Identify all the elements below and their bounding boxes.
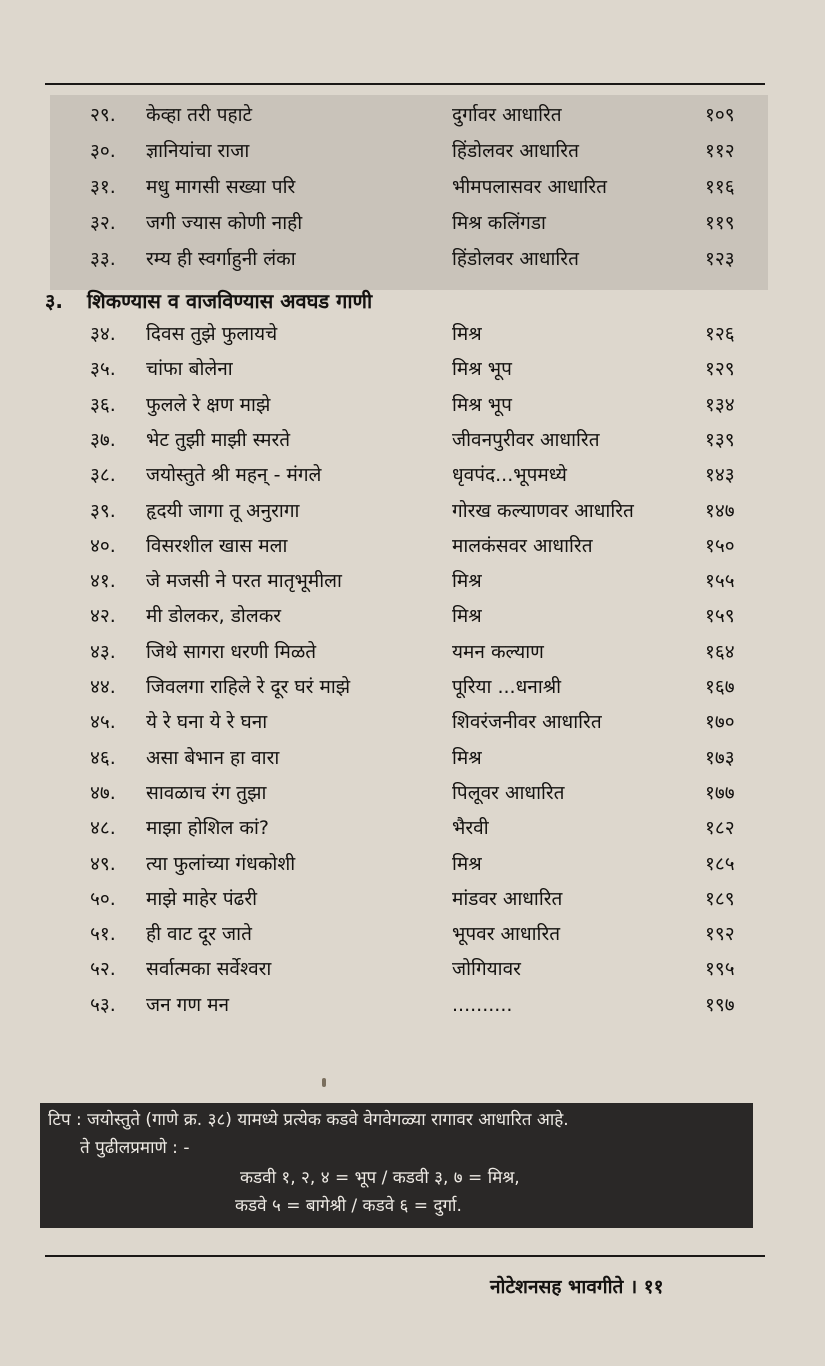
entry-number: ५३. xyxy=(90,993,116,1016)
toc-row xyxy=(0,564,825,598)
page-number: १२९ xyxy=(705,358,735,381)
song-title: जन गण मन xyxy=(146,993,230,1016)
entry-number: ५१. xyxy=(90,923,116,946)
toc-row xyxy=(0,529,825,563)
entry-number: ३९. xyxy=(90,499,116,522)
raga-name: मिश्र भूप xyxy=(452,393,512,416)
song-title: हृदयी जागा तू अनुरागा xyxy=(146,499,300,522)
raga-name: दुर्गावर आधारित xyxy=(452,104,562,126)
raga-name: भैरवी xyxy=(452,817,489,840)
raga-name: मिश्र भूप xyxy=(452,358,512,381)
raga-name: मिश्र xyxy=(452,323,482,345)
song-title: केव्हा तरी पहाटे xyxy=(146,104,253,126)
entry-number: ४५. xyxy=(90,711,116,734)
page-number: १९७ xyxy=(705,993,735,1016)
page-number: १८९ xyxy=(705,887,735,910)
page-number: ११६ xyxy=(705,176,735,198)
raga-name: मिश्र xyxy=(452,746,482,769)
entry-number: ३०. xyxy=(90,140,116,162)
song-title: मधु मागसी सख्या परि xyxy=(146,176,296,198)
entry-number: ३३. xyxy=(90,248,116,270)
song-title: जयोस्तुते श्री महन् - मंगले xyxy=(146,464,322,487)
song-title: असा बेभान हा वारा xyxy=(146,746,280,769)
note-line-4: कडवे ५ = बागेश्री / कडवे ६ = दुर्गा. xyxy=(235,1196,462,1216)
toc-row xyxy=(0,705,825,739)
page-footer: नोटेशनसह भावगीते । ११ xyxy=(490,1276,664,1298)
toc-row xyxy=(0,988,825,1022)
entry-number: ५०. xyxy=(90,887,116,910)
song-title: ही वाट दूर जाते xyxy=(146,923,252,946)
toc-row xyxy=(0,98,825,132)
page-number: १४७ xyxy=(705,499,735,522)
page-number: १४३ xyxy=(705,464,735,487)
song-title: माझे माहेर पंढरी xyxy=(146,887,258,910)
toc-row xyxy=(0,741,825,775)
toc-row xyxy=(0,811,825,845)
raga-name: मिश्र xyxy=(452,570,482,593)
note-line-1: टिप : जयोस्तुते (गाणे क्र. ३८) यामध्ये प्रत्येक कडवे वेगवेगळ्या रागावर आधारित आहे. xyxy=(48,1110,569,1130)
entry-number: ४७. xyxy=(90,781,116,804)
toc-row xyxy=(0,206,825,240)
page-number: १३४ xyxy=(705,393,735,416)
song-title: चांफा बोलेना xyxy=(146,358,233,381)
song-title: दिवस तुझे फुलायचे xyxy=(146,323,278,345)
entry-number: ५२. xyxy=(90,958,116,981)
section-title: शिकण्यास व वाजविण्यास अवघड गाणी xyxy=(87,289,373,313)
raga-name: हिंडोलवर आधारित xyxy=(452,140,579,162)
toc-row xyxy=(0,670,825,704)
page-number: १७७ xyxy=(705,781,735,804)
entry-number: ४९. xyxy=(90,852,116,875)
song-title: माझा होशिल कां? xyxy=(146,817,269,840)
entry-number: ३६. xyxy=(90,393,116,416)
raga-name: जोगियावर xyxy=(452,958,521,981)
toc-row xyxy=(0,635,825,669)
entry-number: ३४. xyxy=(90,323,116,345)
note-box xyxy=(40,1103,753,1228)
raga-name: मालकंसवर आधारित xyxy=(452,534,593,557)
page-number: १६४ xyxy=(705,640,735,663)
song-title: जे मजसी ने परत मातृभूमीला xyxy=(146,570,342,593)
toc-row xyxy=(0,776,825,810)
toc-row xyxy=(0,170,825,204)
entry-number: ३८. xyxy=(90,464,116,487)
page-number: ११२ xyxy=(705,140,735,162)
toc-row xyxy=(0,352,825,386)
toc-row xyxy=(0,423,825,457)
toc-row xyxy=(0,952,825,986)
entry-number: ४३. xyxy=(90,640,116,663)
page-number: ११९ xyxy=(705,212,735,234)
toc-row xyxy=(0,599,825,633)
song-title: ये रे घना ये रे घना xyxy=(146,711,268,734)
page-number: १९५ xyxy=(705,958,735,981)
entry-number: ३५. xyxy=(90,358,116,381)
toc-row xyxy=(0,494,825,528)
entry-number: २९. xyxy=(90,104,116,126)
page-number: १७० xyxy=(705,711,735,734)
entry-number: ४४. xyxy=(90,676,116,698)
entry-number: ३७. xyxy=(90,428,116,451)
toc-row xyxy=(0,847,825,881)
song-title: जिवलगा राहिले रे दूर घरं माझे xyxy=(146,676,351,698)
raga-name: गोरख कल्याणवर आधारित xyxy=(452,499,634,522)
page-number: १३९ xyxy=(705,428,735,451)
song-title: मी डोलकर, डोलकर xyxy=(146,605,282,628)
section-number: ३. xyxy=(45,289,63,313)
toc-row xyxy=(0,388,825,422)
song-title: फुलले रे क्षण माझे xyxy=(146,393,271,416)
page-number: १८५ xyxy=(705,852,735,875)
page-number: १८२ xyxy=(705,817,735,840)
raga-name: मिश्र xyxy=(452,852,482,875)
entry-number: ४०. xyxy=(90,534,116,557)
raga-name: धृवपंद...भूपमध्ये xyxy=(452,464,567,487)
raga-name: यमन कल्याण xyxy=(452,640,544,663)
note-line-2: ते पुढीलप्रमाणे : - xyxy=(80,1138,190,1158)
page-number: १२३ xyxy=(705,248,735,270)
song-title: भेट तुझी माझी स्मरते xyxy=(146,428,291,451)
page-number: १६७ xyxy=(705,676,735,698)
song-title: त्या फुलांच्या गंधकोशी xyxy=(146,852,296,875)
entry-number: ४२. xyxy=(90,605,116,628)
toc-row xyxy=(0,917,825,951)
song-title: ज्ञानियांचा राजा xyxy=(146,140,250,162)
toc-row xyxy=(0,242,825,276)
song-title: सर्वात्मका सर्वेश्वरा xyxy=(146,958,272,981)
toc-row xyxy=(0,882,825,916)
song-title: जगी ज्यास कोणी नाही xyxy=(146,212,303,234)
song-title: जिथे सागरा धरणी मिळते xyxy=(146,640,317,663)
page-number: १२६ xyxy=(705,323,735,345)
entry-number: ४१. xyxy=(90,570,116,593)
raga-name: भूपवर आधारित xyxy=(452,923,561,946)
page-number: १५० xyxy=(705,534,735,557)
raga-name: शिवरंजनीवर आधारित xyxy=(452,711,602,734)
page-number: १७३ xyxy=(705,746,735,769)
raga-name: पिलूवर आधारित xyxy=(452,781,565,804)
page-number: १५९ xyxy=(705,605,735,628)
raga-name: पूरिया ...धनाश्री xyxy=(452,676,562,698)
raga-name: मांडवर आधारित xyxy=(452,887,563,910)
page-number: १५५ xyxy=(705,570,735,593)
toc-row xyxy=(0,134,825,168)
bottom-rule xyxy=(45,1255,765,1257)
entry-number: ४८. xyxy=(90,817,116,840)
entry-number: ४६. xyxy=(90,746,116,769)
raga-name: मिश्र xyxy=(452,605,482,628)
song-title: रम्य ही स्वर्गाहुनी लंका xyxy=(146,248,296,270)
top-rule xyxy=(45,83,765,85)
song-title: सावळाच रंग तुझा xyxy=(146,781,267,804)
page-number: १०९ xyxy=(705,104,735,126)
song-title: विसरशील खास मला xyxy=(146,534,288,557)
entry-number: ३१. xyxy=(90,176,116,198)
raga-name: मिश्र कलिंगडा xyxy=(452,212,546,234)
print-speck xyxy=(322,1078,326,1087)
toc-row xyxy=(0,317,825,351)
raga-name: भीमपलासवर आधारित xyxy=(452,176,608,198)
toc-row xyxy=(0,458,825,492)
entry-number: ३२. xyxy=(90,212,116,234)
note-line-3: कडवी १, २, ४ = भूप / कडवी ३, ७ = मिश्र, xyxy=(240,1168,520,1188)
raga-name: हिंडोलवर आधारित xyxy=(452,248,579,270)
page-number: १९२ xyxy=(705,923,735,946)
raga-name: .......... xyxy=(452,993,513,1016)
raga-name: जीवनपुरीवर आधारित xyxy=(452,428,600,451)
